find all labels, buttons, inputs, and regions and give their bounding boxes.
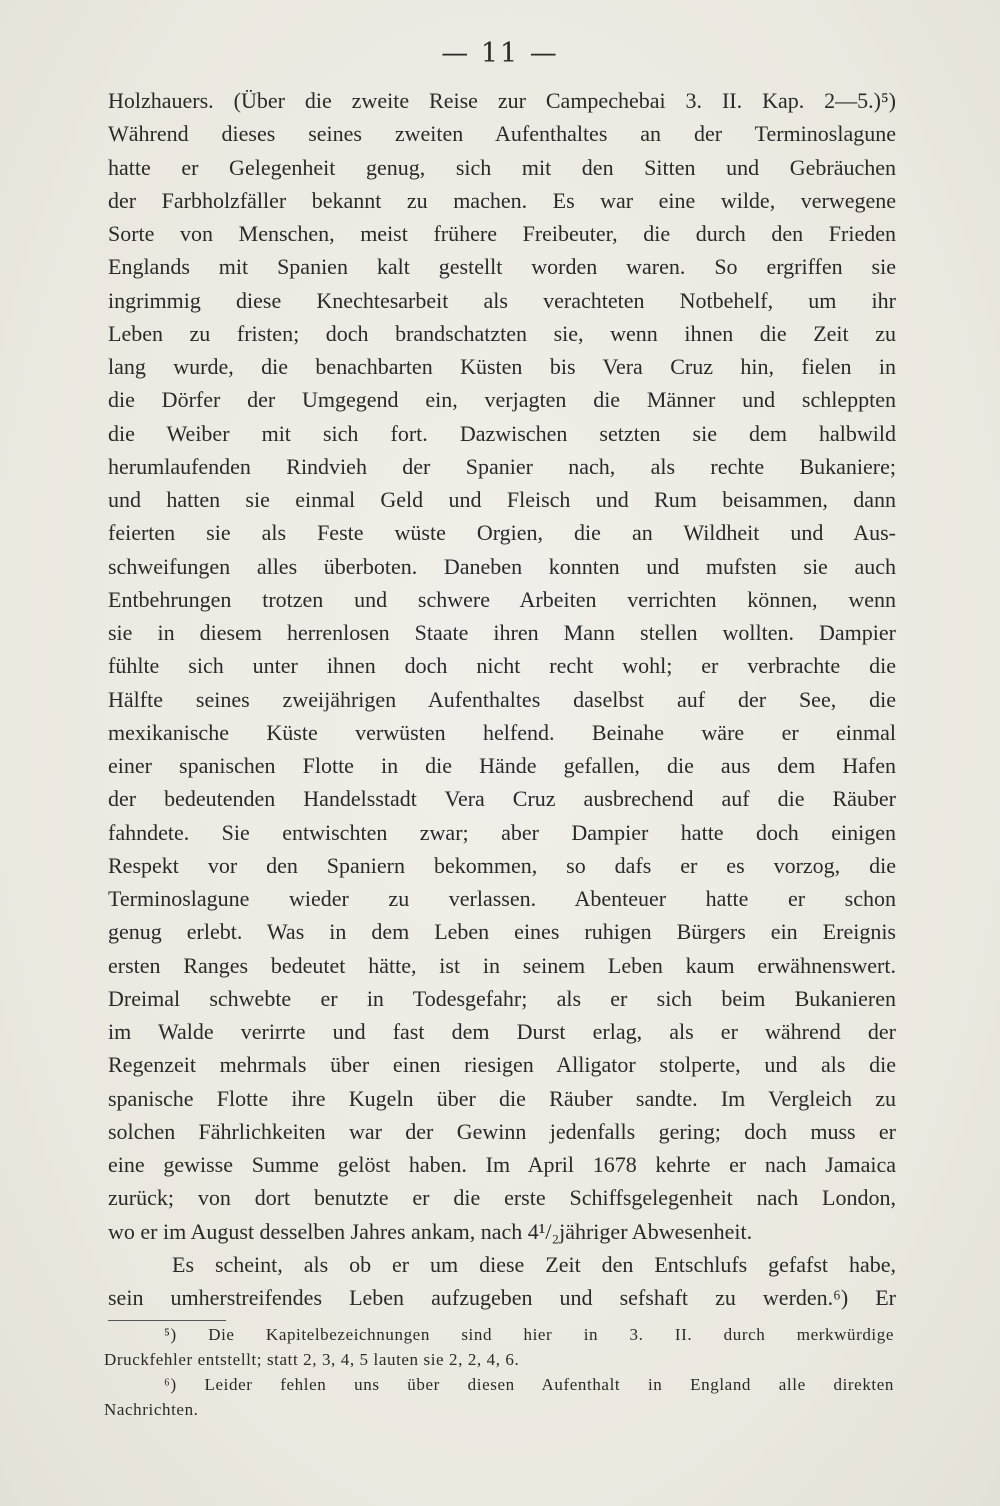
text-line: herumlaufenden Rindvieh der Spanier nach, als rechte Bukaniere; — [108, 453, 896, 479]
text-line: zurück; von dort benutzte er die erste Schiffsgelegenheit nach London, — [108, 1185, 896, 1211]
text-line: Terminoslagune wieder zu verlassen. Abenteuer hatte er schon — [108, 886, 896, 911]
text-line: Respekt vor den Spaniern bekommen, so dafs er es vorzog, die — [108, 852, 896, 878]
text-line: Englands mit Spanien kalt gestellt worden waren. So ergriffen sie — [108, 254, 896, 280]
text-line: sein umherstreifendes Leben aufzugeben und sefshaft zu werden.⁶) Er — [108, 1285, 896, 1310]
text-line: schweifungen alles überboten. Daneben konnten und mufsten sie auch — [108, 553, 896, 579]
text-line: der Farbholzfäller bekannt zu machen. Es war eine wilde, verwegene — [108, 187, 896, 213]
text-line: eine gewisse Summe gelöst haben. Im April 1678 kehrte er nach Jamaica — [108, 1152, 896, 1177]
text-line: Während dieses seines zweiten Aufenthaltes an der Terminoslagune — [108, 121, 896, 147]
page-number: — 11 — — [441, 38, 559, 69]
text-line: genug erlebt. Was in dem Leben eines ruhigen Bürgers ein Ereignis — [108, 919, 896, 945]
text-line: ingrimmig diese Knechtesarbeit als verachteten Notbehelf, um ihr — [108, 287, 896, 313]
text-line: sie in diesem herrenlosen Staate ihren Mann stellen wollten. Dampier — [108, 620, 896, 645]
footnote-6-line: ⁶) Leider fehlen uns über diesen Aufenthalt in England alle direkten — [164, 1375, 894, 1394]
text-line: einer spanischen Flotte in die Hände gefallen, die aus dem Hafen — [108, 753, 896, 778]
text-line: lang wurde, die benachbarten Küsten bis Vera Cruz hin, fielen in — [108, 354, 896, 379]
footnote-5-line: Druckfehler entstellt; statt 2, 3, 4, 5 lauten sie 2, 2, 4, 6. — [104, 1350, 520, 1369]
footnote-5-line: ⁵) Die Kapitelbezeichnungen sind hier in 3. II. durch merkwürdige — [164, 1325, 894, 1344]
text-line: Dreimal schwebte er in Todesgefahr; als er sich beim Bukanieren — [108, 985, 896, 1011]
text-line: spanische Flotte ihre Kugeln über die Räuber sandte. Im Vergleich zu — [108, 1085, 896, 1111]
text-line: im Walde verirrte und fast dem Durst erlag, als er während der — [108, 1019, 896, 1044]
text-line: die Dörfer der Umgegend ein, verjagten die Männer und schleppten — [108, 387, 896, 413]
text-line: und hatten sie einmal Geld und Fleisch und Rum beisammen, dann — [108, 487, 896, 512]
footnotes — [104, 1322, 894, 1422]
text-line: Sorte von Menschen, meist frühere Freibeuter, die durch den Frieden — [108, 221, 896, 246]
paragraph-start-line: Es scheint, als ob er um diese Zeit den Entschlufs gefafst habe, — [172, 1251, 896, 1277]
text-line: fühlte sich unter ihnen doch nicht recht wohl; er verbrachte die — [108, 653, 896, 679]
text-line: hatte er Gelegenheit genug, sich mit den Sitten und Gebräuchen — [108, 154, 896, 180]
text-line: solchen Fährlichkeiten war der Gewinn jedenfalls gering; doch muss er — [108, 1118, 896, 1144]
text-line: feierten sie als Feste wüste Orgien, die an Wildheit und Aus- — [108, 520, 896, 546]
text-line: Regenzeit mehrmals über einen riesigen Alligator stolperte, und als die — [108, 1052, 896, 1078]
paragraph-end-line: wo er im August desselben Jahres ankam, nach 4¹/₂jähriger Abwesenheit. — [108, 1218, 753, 1244]
text-line: Leben zu fristen; doch brandschatzten sie, wenn ihnen die Zeit zu — [108, 320, 896, 346]
text-line: der bedeutenden Handelsstadt Vera Cruz ausbrechend auf die Räuber — [108, 786, 896, 812]
footnote-divider — [108, 1320, 226, 1321]
text-line: die Weiber mit sich fort. Dazwischen setzten sie dem halbwild — [108, 420, 896, 446]
text-line: ersten Ranges bedeutet hätte, ist in seinem Leben kaum erwähnenswert. — [108, 952, 896, 978]
text-line: Entbehrungen trotzen und schwere Arbeiten verrichten können, wenn — [108, 586, 896, 612]
text-line: mexikanische Küste verwüsten helfend. Beinahe wäre er einmal — [108, 719, 896, 745]
text-line: Hälfte seines zweijährigen Aufenthaltes daselbst auf der See, die — [108, 686, 896, 712]
body-text — [108, 84, 896, 1314]
footnote-6-line: Nachrichten. — [104, 1400, 199, 1419]
text-line: Holzhauers. (Über die zweite Reise zur Campechebai 3. II. Kap. 2—5.)⁵) — [108, 88, 896, 113]
text-line: fahndete. Sie entwischten zwar; aber Dampier hatte doch einigen — [108, 819, 896, 845]
